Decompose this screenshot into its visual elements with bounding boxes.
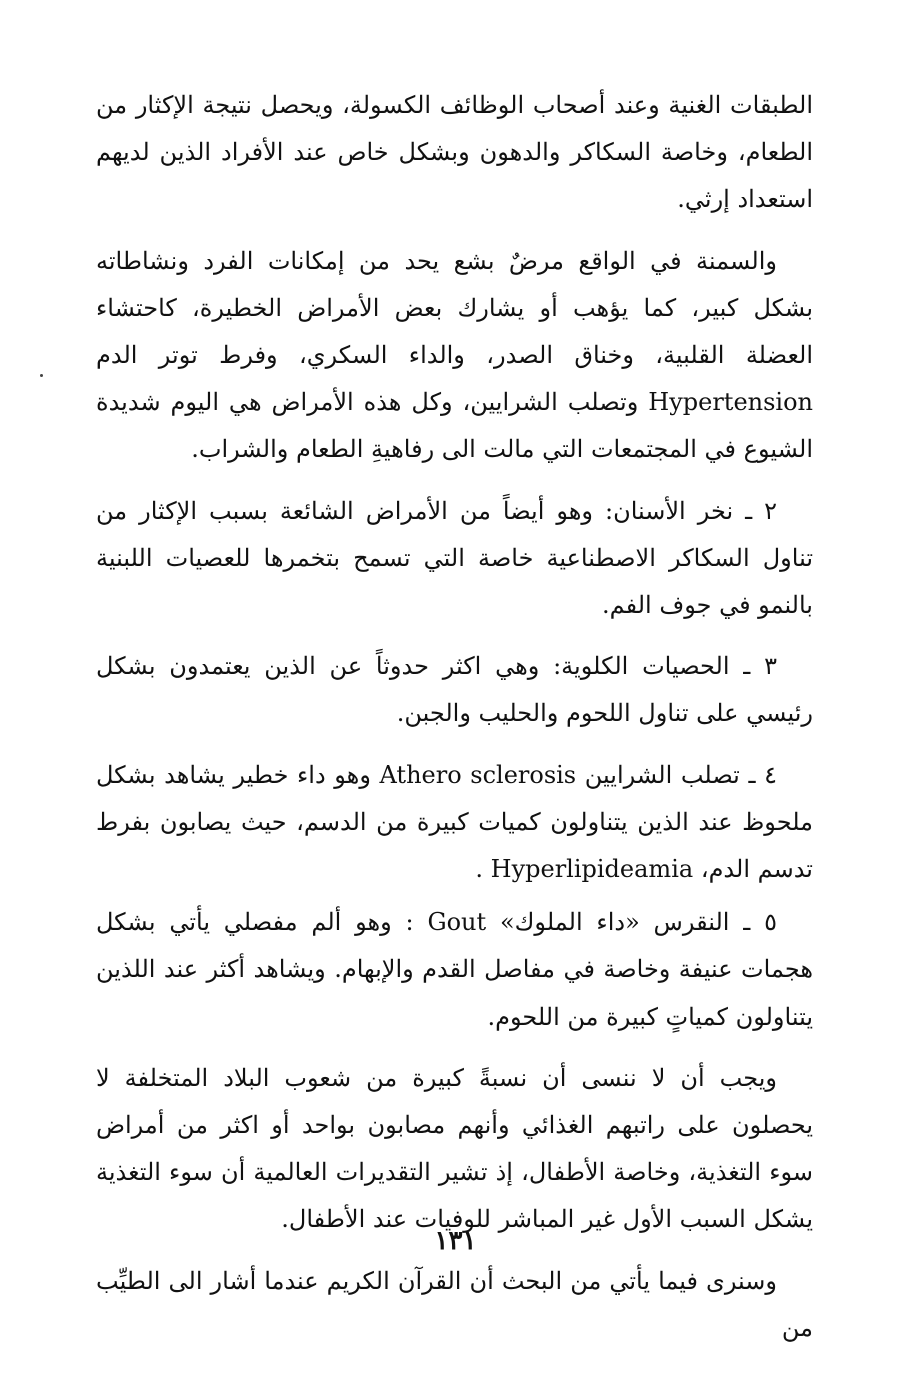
paragraph-quran-reference: وسنرى فيما يأتي من البحث أن القرآن الكريم عندما أشار الى الطيِّب من [96,1266,813,1342]
paragraph-gout: ٥ ـ النقرس «داء الملوك» Gout : وهو ألم مفصلي يأتي بشكل هجمات عنيفة وخاصة في مفاصل القدم والإبهام. ويشاهد أكثر عند اللذين يتناولون كمياتٍ كبيرة من اللحوم. [96,908,813,1031]
paragraph-atherosclerosis: ٤ ـ تصلب الشرايين Athero sclerosis وهو داء خطير يشاهد بشكل ملحوظ عند الذين يتناولون كميات كبيرة من الدسم، حيث يصابون بفرط تدسم الدم، Hyperlipideamia . [96,760,813,884]
paragraph-obesity-disease: والسمنة في الواقع مرضٌ بشع يحد من إمكانات الفرد ونشاطاته بشكل كبير، كما يؤهب أو يشارك بعض الأمراض الخطيرة، كاحتشاء العضلة القلبية، وخناق الصدر، والداء السكري، وفرط توتر الدم Hypertension وتصلب الشرايين، وكل هذه الأمراض هي اليوم شديدة الشيوع في المجتمعات التي مالت الى رفاهيةِ الطعام والشراب. [96,246,813,464]
scan-speck [40,374,43,377]
paragraph-kidney-stones: ٣ ـ الحصيات الكلوية: وهي اكثر حدوثاً عن الذين يعتمدون بشكل رئيسي على تناول اللحوم والحليب والجبن. [96,652,813,728]
page-body-text [96,82,813,1366]
page-number: ١٣١ [434,1226,477,1256]
paragraph-tooth-decay: ٢ ـ نخر الأسنان: وهو أيضاً من الأمراض الشائعة بسبب الإكثار من تناول السكاكر الاصطناعية خاصة التي تسمح بتخمرها للعصيات اللبنية بالنمو في جوف الفم. [96,496,813,620]
paragraph-obesity-causes: الطبقات الغنية وعند أصحاب الوظائف الكسولة، ويحصل نتيجة الإكثار من الطعام، وخاصة السكاكر والدهون وبشكل خاص عند الأفراد الذين لديهم استعداد إرثي. [96,91,813,214]
paragraph-malnutrition: ويجب أن لا ننسى أن نسبةً كبيرة من شعوب البلاد المتخلفة لا يحصلون على راتبهم الغذائي وأنهم مصابون بواحد أو اكثر من أمراض سوء التغذية، وخاصة الأطفال، إذ تشير التقديرات العالمية أن سوء التغذية يشكل السبب الأول غير المباشر للوفيات عند الأطفال. [96,1063,813,1234]
